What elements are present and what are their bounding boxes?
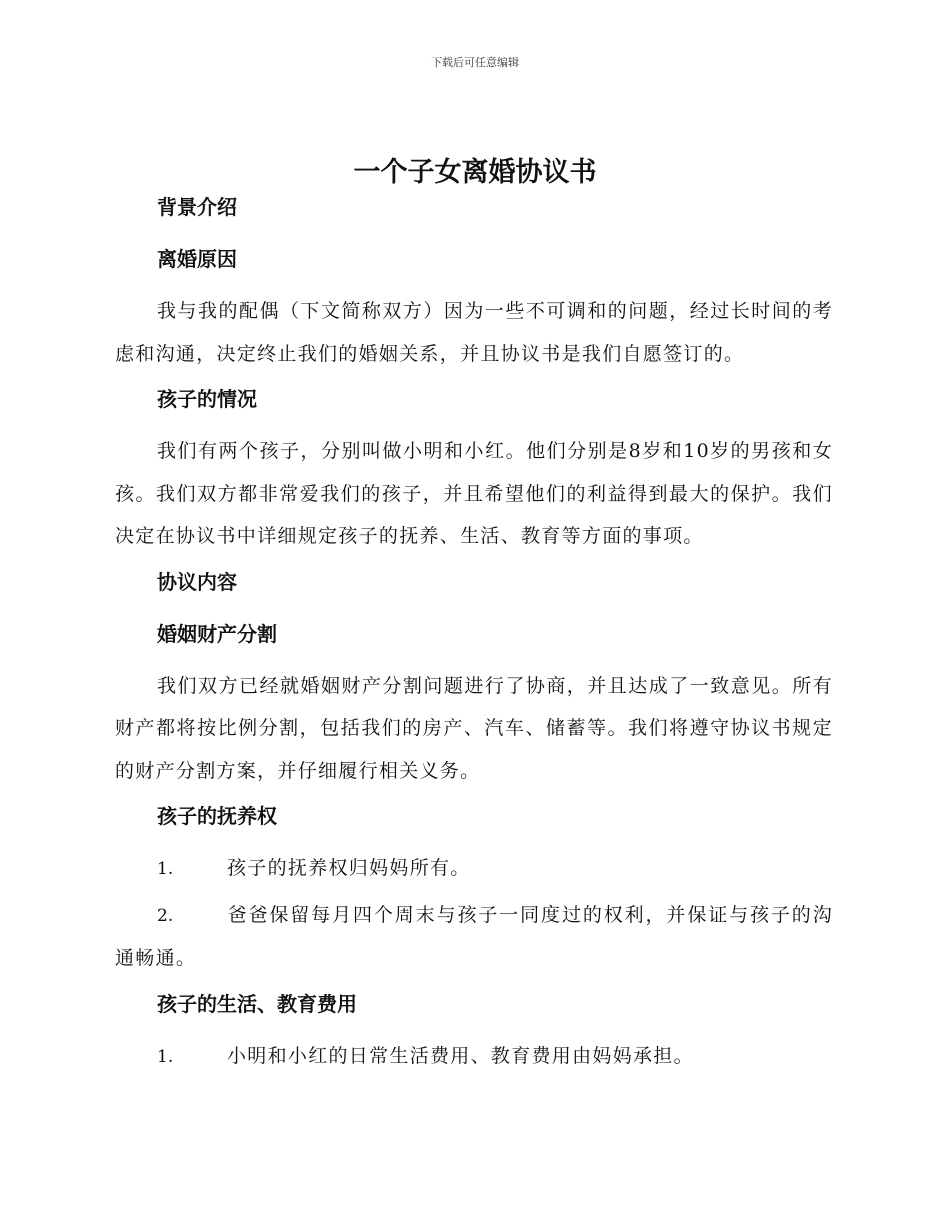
list-item-text: 孩子的抚养权归妈妈所有。 — [227, 857, 471, 879]
heading-living-education-expenses: 孩子的生活、教育费用 — [157, 991, 357, 1016]
heading-children-situation: 孩子的情况 — [157, 387, 257, 411]
header-note: 下载后可任意编辑 — [431, 56, 519, 69]
list-item-custody-2 — [115, 894, 833, 980]
heading-divorce-reason: 离婚原因 — [157, 247, 237, 271]
list-number: 1. — [157, 1046, 174, 1067]
list-item-text: 小明和小红的日常生活费用、教育费用由妈妈承担。 — [227, 1044, 694, 1067]
heading-background: 背景介绍 — [157, 195, 237, 219]
list-number: 1. — [157, 859, 174, 879]
heading-property-division: 婚姻财产分割 — [157, 621, 277, 646]
list-item-expenses-1 — [115, 1035, 833, 1079]
heading-agreement-content: 协议内容 — [157, 569, 237, 594]
document-body — [115, 193, 833, 1088]
paragraph-children-situation: 我们有两个孩子，分别叫做小明和小红。他们分别是8岁和10岁的男孩和女孩。我们双方都非常爱我们的孩子，并且希望他们的利益得到最大的保护。我们决定在协议书中详细规定孩子的抚养、生活、教育等方面的事项。 — [115, 440, 833, 547]
list-item-text: 爸爸保留每月四个周末与孩子一同度过的权利，并保证与孩子的沟通畅通。 — [115, 903, 833, 969]
document-title: 一个子女离婚协议书 — [353, 157, 597, 188]
paragraph-divorce-reason: 我与我的配偶（下文简称双方）因为一些不可调和的问题，经过长时间的考虑和沟通，决定终止我们的婚姻关系，并且协议书是我们自愿签订的。 — [115, 300, 833, 365]
heading-custody: 孩子的抚养权 — [157, 804, 277, 828]
paragraph-property-division: 我们双方已经就婚姻财产分割问题进行了协商，并且达成了一致意见。所有财产都将按比例分割，包括我们的房产、汽车、储蓄等。我们将遵守协议书规定的财产分割方案，并仔细履行相关义务。 — [115, 674, 833, 782]
list-item-custody-1 — [115, 847, 833, 891]
list-number: 2. — [157, 905, 174, 926]
